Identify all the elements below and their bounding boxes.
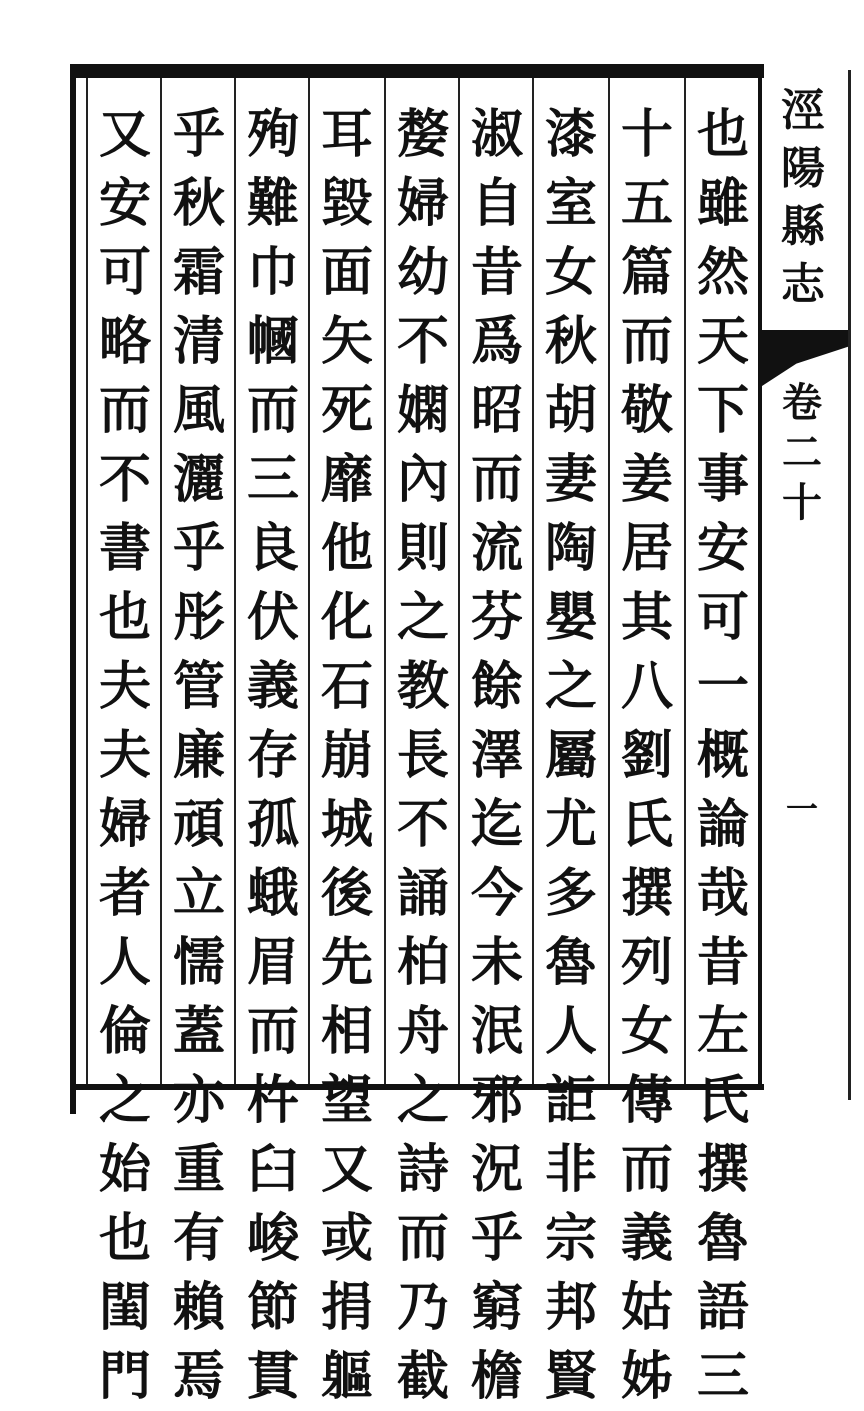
- column-char: 蛾: [246, 863, 299, 924]
- column-char: 石: [320, 656, 373, 717]
- column-char: 嬰: [544, 587, 597, 648]
- column-char: 篇: [620, 242, 673, 303]
- column-char: 人: [544, 1001, 597, 1062]
- column-char: 他: [320, 518, 373, 579]
- column-char: 存: [246, 725, 299, 786]
- column-char: 賴: [172, 1277, 225, 1338]
- column-char: 截: [396, 1346, 449, 1407]
- column-char: 乎: [470, 1208, 523, 1269]
- column-char: 則: [396, 518, 449, 579]
- column-char: 夫: [98, 725, 151, 786]
- column-char: 乃: [396, 1277, 449, 1338]
- column-char: 之: [396, 587, 449, 648]
- column-char: 之: [544, 656, 597, 717]
- column-char: 而: [246, 1001, 299, 1062]
- column-char: 澤: [470, 725, 523, 786]
- margin-char: 陽: [781, 143, 825, 194]
- column-char: 者: [98, 863, 151, 924]
- margin-char: 十: [782, 479, 822, 526]
- column-char: 夫: [98, 656, 151, 717]
- column-char: 蓋: [172, 1001, 225, 1062]
- column-char: 撰: [620, 863, 673, 924]
- page-number: 一: [786, 790, 819, 828]
- column-char: 伏: [246, 587, 299, 648]
- column-char: 彤: [172, 587, 225, 648]
- column-char: 乎: [172, 518, 225, 579]
- text-column-9: [88, 100, 162, 1407]
- column-char: 義: [246, 656, 299, 717]
- column-char: 論: [696, 794, 749, 855]
- column-char: 陶: [544, 518, 597, 579]
- column-char: 三: [246, 449, 299, 510]
- column-char: 人: [98, 932, 151, 993]
- column-char: 嫠: [396, 104, 449, 165]
- column-char: 檐: [470, 1346, 523, 1407]
- column-char: 峻: [246, 1208, 299, 1269]
- column-char: 相: [320, 1001, 373, 1062]
- column-char: 自: [470, 173, 523, 234]
- margin-char: 涇: [781, 85, 825, 136]
- column-char: 貫: [246, 1346, 299, 1407]
- column-char: 毀: [320, 173, 373, 234]
- column-char: 未: [470, 932, 523, 993]
- column-char: 敬: [620, 380, 673, 441]
- column-char: 嫻: [396, 380, 449, 441]
- column-char: 巾: [246, 242, 299, 303]
- column-char: 柏: [396, 932, 449, 993]
- column-char: 教: [396, 656, 449, 717]
- text-column-7: [236, 100, 310, 1407]
- column-char: 幼: [396, 242, 449, 303]
- column-char: 五: [620, 173, 673, 234]
- column-char: 而: [620, 1139, 673, 1200]
- column-char: 靡: [320, 449, 373, 510]
- column-char: 始: [98, 1139, 151, 1200]
- column-char: 節: [246, 1277, 299, 1338]
- margin-char: 二: [782, 429, 822, 476]
- column-char: 面: [320, 242, 373, 303]
- column-char: 泯: [470, 1001, 523, 1062]
- column-char: 餘: [470, 656, 523, 717]
- column-char: 捐: [320, 1277, 373, 1338]
- column-char: 況: [470, 1139, 523, 1200]
- column-char: 矢: [320, 311, 373, 372]
- column-char: 風: [172, 380, 225, 441]
- text-column-5: [386, 100, 460, 1407]
- column-char: 亦: [172, 1070, 225, 1131]
- column-char: 安: [696, 518, 749, 579]
- column-char: 死: [320, 380, 373, 441]
- column-char: 幗: [246, 311, 299, 372]
- column-char: 乎: [172, 104, 225, 165]
- frame-left-border: [70, 64, 76, 1114]
- column-char: 左: [696, 1001, 749, 1062]
- text-column-4: [460, 100, 534, 1407]
- column-char: 管: [172, 656, 225, 717]
- column-char: 詎: [544, 1070, 597, 1131]
- column-char: 耳: [320, 104, 373, 165]
- column-char: 不: [98, 449, 151, 510]
- column-char: 雖: [696, 173, 749, 234]
- margin-char: 卷: [782, 379, 822, 426]
- margin-char: 志: [781, 259, 825, 310]
- column-char: 倫: [98, 1001, 151, 1062]
- column-char: 秋: [544, 311, 597, 372]
- column-char: 魯: [544, 932, 597, 993]
- column-char: 崩: [320, 725, 373, 786]
- column-char: 又: [98, 104, 151, 165]
- column-char: 而: [470, 449, 523, 510]
- column-char: 撰: [696, 1139, 749, 1200]
- column-char: 有: [172, 1208, 225, 1269]
- column-char: 女: [544, 242, 597, 303]
- column-char: 書: [98, 518, 151, 579]
- text-column-2: [610, 100, 684, 1407]
- column-char: 之: [98, 1070, 151, 1131]
- column-char: 淑: [470, 104, 523, 165]
- column-char: 舟: [396, 1001, 449, 1062]
- column-char: 多: [544, 863, 597, 924]
- column-char: 頑: [172, 794, 225, 855]
- column-char: 難: [246, 173, 299, 234]
- column-char: 良: [246, 518, 299, 579]
- column-char: 然: [696, 242, 749, 303]
- column-char: 氏: [620, 794, 673, 855]
- column-char: 八: [620, 656, 673, 717]
- column-char: 化: [320, 587, 373, 648]
- column-char: 窮: [470, 1277, 523, 1338]
- column-char: 軀: [320, 1346, 373, 1407]
- column-char: 爲: [470, 311, 523, 372]
- column-char: 城: [320, 794, 373, 855]
- column-char: 邦: [544, 1277, 597, 1338]
- column-char: 賢: [544, 1346, 597, 1407]
- column-char: 灑: [172, 449, 225, 510]
- column-char: 而: [620, 311, 673, 372]
- column-char: 妻: [544, 449, 597, 510]
- column-char: 臼: [246, 1139, 299, 1200]
- column-char: 杵: [246, 1070, 299, 1131]
- frame-top-border: [74, 64, 764, 78]
- column-char: 婦: [396, 173, 449, 234]
- column-char: 立: [172, 863, 225, 924]
- column-char: 室: [544, 173, 597, 234]
- column-char: 邪: [470, 1070, 523, 1131]
- column-char: 安: [98, 173, 151, 234]
- column-char: 孤: [246, 794, 299, 855]
- column-char: 傳: [620, 1070, 673, 1131]
- column-char: 姑: [620, 1277, 673, 1338]
- column-char: 迄: [470, 794, 523, 855]
- column-char: 流: [470, 518, 523, 579]
- column-char: 不: [396, 794, 449, 855]
- column-char: 霜: [172, 242, 225, 303]
- column-char: 焉: [172, 1346, 225, 1407]
- column-char: 姊: [620, 1346, 673, 1407]
- text-column-1: [686, 100, 760, 1407]
- column-char: 廉: [172, 725, 225, 786]
- column-char: 胡: [544, 380, 597, 441]
- column-char: 漆: [544, 104, 597, 165]
- column-char: 女: [620, 1001, 673, 1062]
- page-right-edge: [848, 70, 851, 1100]
- column-char: 列: [620, 932, 673, 993]
- column-char: 婦: [98, 794, 151, 855]
- column-char: 眉: [246, 932, 299, 993]
- column-char: 殉: [246, 104, 299, 165]
- column-char: 而: [246, 380, 299, 441]
- column-char: 而: [98, 380, 151, 441]
- column-char: 後: [320, 863, 373, 924]
- column-char: 清: [172, 311, 225, 372]
- column-char: 十: [620, 104, 673, 165]
- column-char: 今: [470, 863, 523, 924]
- column-char: 哉: [696, 863, 749, 924]
- column-char: 而: [396, 1208, 449, 1269]
- column-char: 劉: [620, 725, 673, 786]
- column-char: 先: [320, 932, 373, 993]
- column-char: 尤: [544, 794, 597, 855]
- column-char: 可: [696, 587, 749, 648]
- margin-char: 縣: [781, 201, 825, 252]
- column-char: 氏: [696, 1070, 749, 1131]
- column-char: 又: [320, 1139, 373, 1200]
- column-char: 一: [696, 656, 749, 717]
- column-char: 昔: [696, 932, 749, 993]
- book-title: [770, 82, 836, 314]
- column-char: 魯: [696, 1208, 749, 1269]
- column-char: 可: [98, 242, 151, 303]
- column-char: 昭: [470, 380, 523, 441]
- column-char: 略: [98, 311, 151, 372]
- column-char: 也: [98, 1208, 151, 1269]
- column-char: 之: [396, 1070, 449, 1131]
- column-char: 姜: [620, 449, 673, 510]
- column-char: 語: [696, 1277, 749, 1338]
- column-char: 也: [696, 104, 749, 165]
- column-char: 誦: [396, 863, 449, 924]
- column-char: 下: [696, 380, 749, 441]
- column-char: 事: [696, 449, 749, 510]
- text-column-3: [534, 100, 608, 1407]
- column-char: 重: [172, 1139, 225, 1200]
- text-column-8: [162, 100, 236, 1407]
- column-char: 宗: [544, 1208, 597, 1269]
- column-char: 居: [620, 518, 673, 579]
- column-char: 閨: [98, 1277, 151, 1338]
- column-char: 義: [620, 1208, 673, 1269]
- column-char: 秋: [172, 173, 225, 234]
- column-char: 長: [396, 725, 449, 786]
- column-char: 昔: [470, 242, 523, 303]
- column-char: 概: [696, 725, 749, 786]
- column-char: 或: [320, 1208, 373, 1269]
- column-char: 芬: [470, 587, 523, 648]
- text-column-6: [310, 100, 384, 1407]
- column-char: 內: [396, 449, 449, 510]
- column-char: 屬: [544, 725, 597, 786]
- column-char: 其: [620, 587, 673, 648]
- column-char: 天: [696, 311, 749, 372]
- column-char: 不: [396, 311, 449, 372]
- volume-label: [772, 378, 832, 528]
- column-char: 懦: [172, 932, 225, 993]
- column-char: 也: [98, 587, 151, 648]
- column-char: 望: [320, 1070, 373, 1131]
- column-char: 非: [544, 1139, 597, 1200]
- column-char: 三: [696, 1346, 749, 1407]
- column-char: 詩: [396, 1139, 449, 1200]
- column-char: 門: [98, 1346, 151, 1407]
